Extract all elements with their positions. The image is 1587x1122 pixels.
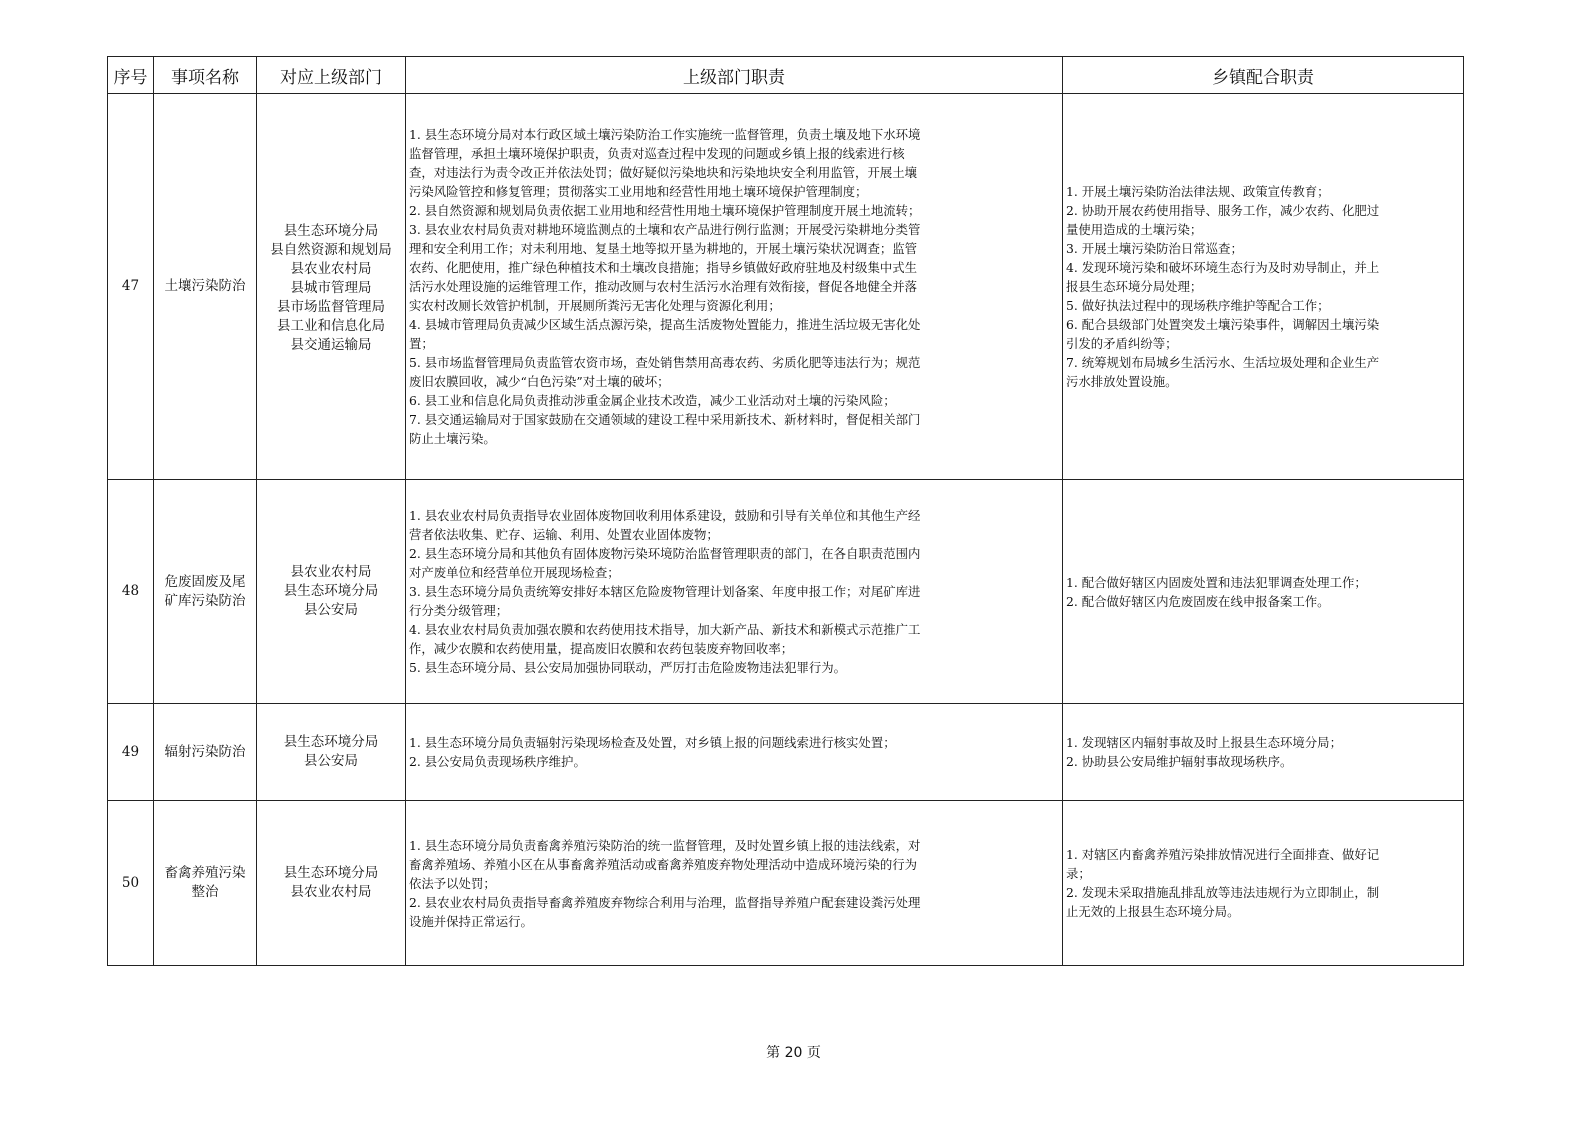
superior-duties-cell — [406, 801, 1063, 966]
coop-line: 3. 开展土壤污染防治日常巡查； — [1066, 241, 1243, 256]
duty-line: 营者依法收集、贮存、运输、利用、处置农业固体废物； — [409, 527, 719, 542]
item-name-cell — [154, 94, 257, 480]
coop-line: 6. 配合县级部门处置突发土壤污染事件，调解因土壤污染 — [1066, 317, 1380, 332]
duty-line: 2. 县生态环境分局和其他负有固体废物污染环境防治监督管理职责的部门，在各自职责范围内 — [409, 546, 921, 561]
header-serial-no: 序号 — [108, 57, 154, 94]
superior-duties-cell — [406, 94, 1063, 480]
coop-line: 量使用造成的土壤污染； — [1066, 222, 1203, 237]
coop-line: 止无效的上报县生态环境分局。 — [1066, 904, 1240, 919]
duty-line: 6. 县工业和信息化局负责推动涉重金属企业技术改造，减少工业活动对土壤的污染风险； — [409, 393, 896, 408]
item-name-line: 辐射污染防治 — [164, 743, 246, 760]
coop-line: 报县生态环境分局处理； — [1066, 279, 1203, 294]
township-duties-cell — [1063, 480, 1464, 704]
duty-line: 行分类分级管理； — [409, 603, 509, 618]
township-duties-cell — [1063, 704, 1464, 801]
duty-line: 作，减少农膜和农药使用量，提高废旧农膜和农药包装废弃物回收率； — [409, 641, 794, 656]
duty-line: 畜禽养殖场、养殖小区在从事畜禽养殖活动或畜禽养殖废弃物处理活动中造成环境污染的行为 — [409, 856, 918, 872]
duty-line: 置； — [409, 336, 434, 351]
coop-line: 引发的矛盾纠纷等； — [1066, 336, 1178, 351]
duty-line: 1. 县生态环境分局对本行政区域土壤污染防治工作实施统一监督管理，负责土壤及地下水环境 — [409, 127, 921, 142]
coop-line: 2. 协助县公安局维护辐射事故现场秩序。 — [1066, 754, 1293, 769]
duty-line: 农药、化肥使用，推广绿色种植技术和土壤改良措施；指导乡镇做好政府驻地及村级集中式生 — [409, 260, 918, 275]
duty-line: 废旧农膜回收，减少“白色污染”对土壤的破坏； — [409, 374, 670, 389]
duty-line: 2. 县农业农村局负责指导畜禽养殖废弃物综合利用与治理，监督指导养殖户配套建设粪污处理 — [409, 894, 921, 910]
header-township-duties: 乡镇配合职责 — [1063, 57, 1464, 94]
item-name-line: 整治 — [191, 884, 219, 900]
coop-line: 2. 发现未采取措施乱排乱放等违法违规行为立即制止，制 — [1066, 885, 1380, 900]
duty-line: 2. 县公安局负责现场秩序维护。 — [409, 754, 586, 769]
dept-name: 县城市管理局 — [290, 280, 372, 296]
superior-dept-cell — [257, 801, 406, 966]
table-row — [108, 94, 1464, 480]
table-row — [108, 801, 1464, 966]
duty-line: 4. 县城市管理局负责减少区域生活点源污染，提高生活废物处置能力，推进生活垃圾无害化处 — [409, 317, 921, 332]
township-duties-cell — [1063, 94, 1464, 480]
responsibility-table — [107, 56, 1464, 966]
duty-line: 对产废单位和经营单位开展现场检查； — [409, 565, 620, 580]
page-number: 第 20 页 — [766, 1045, 821, 1061]
superior-dept-cell — [257, 704, 406, 801]
duty-line: 3. 县农业农村局负责对耕地环境监测点的土壤和农产品进行例行监测；开展受污染耕地分类管 — [409, 222, 921, 237]
duty-line: 1. 县生态环境分局负责辐射污染现场检查及处置，对乡镇上报的问题线索进行核实处置； — [409, 735, 896, 750]
dept-name: 县农业农村局 — [290, 884, 372, 900]
header-superior-dept: 对应上级部门 — [257, 57, 406, 94]
serial-number-cell: 47 — [108, 94, 154, 480]
item-name-line: 危废固废及尾 — [164, 573, 246, 590]
coop-line: 1. 发现辖区内辐射事故及时上报县生态环境分局； — [1066, 735, 1342, 750]
coop-line: 7. 统筹规划布局城乡生活污水、生活垃圾处理和企业生产 — [1066, 355, 1380, 370]
coop-line: 1. 对辖区内畜禽养殖污染排放情况进行全面排查、做好记 — [1066, 847, 1380, 862]
superior-duties-cell — [406, 704, 1063, 801]
header-item-name: 事项名称 — [154, 57, 257, 94]
duty-line: 依法予以处罚； — [409, 875, 496, 891]
duty-line: 1. 县生态环境分局负责畜禽养殖污染防治的统一监督管理，及时处置乡镇上报的违法线索，对 — [409, 837, 921, 853]
item-name-cell — [154, 801, 257, 966]
dept-name: 县自然资源和规划局 — [270, 242, 392, 258]
duty-line: 查，对违法行为责令改正并依法处罚；做好疑似污染地块和污染地块安全利用监管，开展土壤 — [409, 165, 918, 180]
superior-dept-cell — [257, 480, 406, 704]
township-duties-cell — [1063, 801, 1464, 966]
duty-line: 4. 县农业农村局负责加强农膜和农药使用技术指导，加大新产品、新技术和新模式示范推广工 — [409, 622, 921, 637]
duty-line: 实农村改厕长效管护机制，开展厕所粪污无害化处理与资源化利用； — [409, 298, 781, 313]
table-row — [108, 704, 1464, 801]
serial-number-cell: 49 — [108, 704, 154, 801]
header-superior-duties: 上级部门职责 — [406, 57, 1063, 94]
superior-duties-cell — [406, 480, 1063, 704]
item-name-line: 矿库污染防治 — [164, 592, 246, 609]
dept-name: 县生态环境分局 — [283, 583, 379, 599]
item-name-cell — [154, 480, 257, 704]
serial-number-cell: 50 — [108, 801, 154, 966]
superior-dept-cell — [257, 94, 406, 480]
dept-name: 县市场监督管理局 — [277, 299, 385, 315]
dept-name: 县生态环境分局 — [283, 865, 379, 881]
item-name-line: 畜禽养殖污染 — [164, 865, 246, 881]
dept-name: 县农业农村局 — [290, 261, 372, 277]
item-name-line: 土壤污染防治 — [164, 278, 246, 294]
duty-line: 7. 县交通运输局对于国家鼓励在交通领域的建设工程中采用新技术、新材料时，督促相关部门 — [409, 412, 921, 427]
dept-name: 县农业农村局 — [290, 564, 372, 580]
serial-number-cell: 48 — [108, 480, 154, 704]
header-row — [108, 57, 1464, 94]
coop-line: 4. 发现环境污染和破坏环境生态行为及时劝导制止，并上 — [1066, 260, 1380, 275]
coop-line: 1. 配合做好辖区内固废处置和违法犯罪调查处理工作； — [1066, 574, 1367, 590]
coop-line: 污水排放处置设施。 — [1066, 374, 1178, 389]
dept-name: 县生态环境分局 — [283, 223, 379, 239]
item-name-cell — [154, 704, 257, 801]
duty-line: 2. 县自然资源和规划局负责依据工业用地和经营性用地土壤环境保护管理制度开展土地流转； — [409, 203, 921, 218]
duty-line: 污染风险管控和修复管理；贯彻落实工业用地和经营性用地土壤环境保护管理制度； — [409, 184, 868, 199]
duty-line: 5. 县市场监督管理局负责监管农资市场，查处销售禁用高毒农药、劣质化肥等违法行为；规范 — [409, 355, 921, 370]
coop-line: 1. 开展土壤污染防治法律法规、政策宣传教育； — [1066, 184, 1330, 199]
duty-line: 设施并保持正常运行。 — [409, 913, 533, 929]
dept-name: 县公安局 — [304, 602, 358, 618]
coop-line: 5. 做好执法过程中的现场秩序维护等配合工作； — [1066, 298, 1330, 313]
duty-line: 活污水处理设施的运维管理工作，推动改厕与农村生活污水治理有效衔接，督促各地健全并落 — [409, 279, 918, 294]
duty-line: 防止土壤污染。 — [409, 431, 496, 446]
duty-line: 理和安全利用工作；对未利用地、复垦土地等拟开垦为耕地的，开展土壤污染状况调查；监管 — [409, 241, 918, 256]
duty-line: 3. 县生态环境分局负责统筹安排好本辖区危险废物管理计划备案、年度申报工作；对尾矿库进 — [409, 584, 921, 599]
coop-line: 2. 协助开展农药使用指导、服务工作，减少农药、化肥过 — [1066, 203, 1380, 218]
dept-name: 县交通运输局 — [290, 337, 372, 353]
duty-line: 监督管理，承担土壤环境保护职责，负责对巡查过程中发现的问题或乡镇上报的线索进行核 — [409, 146, 905, 161]
coop-line: 录； — [1066, 866, 1091, 881]
dept-name: 县公安局 — [304, 753, 358, 769]
table-row — [108, 480, 1464, 704]
dept-name: 县工业和信息化局 — [277, 318, 385, 334]
coop-line: 2. 配合做好辖区内危废固废在线申报备案工作。 — [1066, 593, 1330, 609]
duty-line: 5. 县生态环境分局、县公安局加强协同联动，严厉打击危险废物违法犯罪行为。 — [409, 660, 847, 675]
duty-line: 1. 县农业农村局负责指导农业固体废物回收利用体系建设，鼓励和引导有关单位和其他生产经 — [409, 508, 921, 523]
dept-name: 县生态环境分局 — [283, 734, 379, 750]
